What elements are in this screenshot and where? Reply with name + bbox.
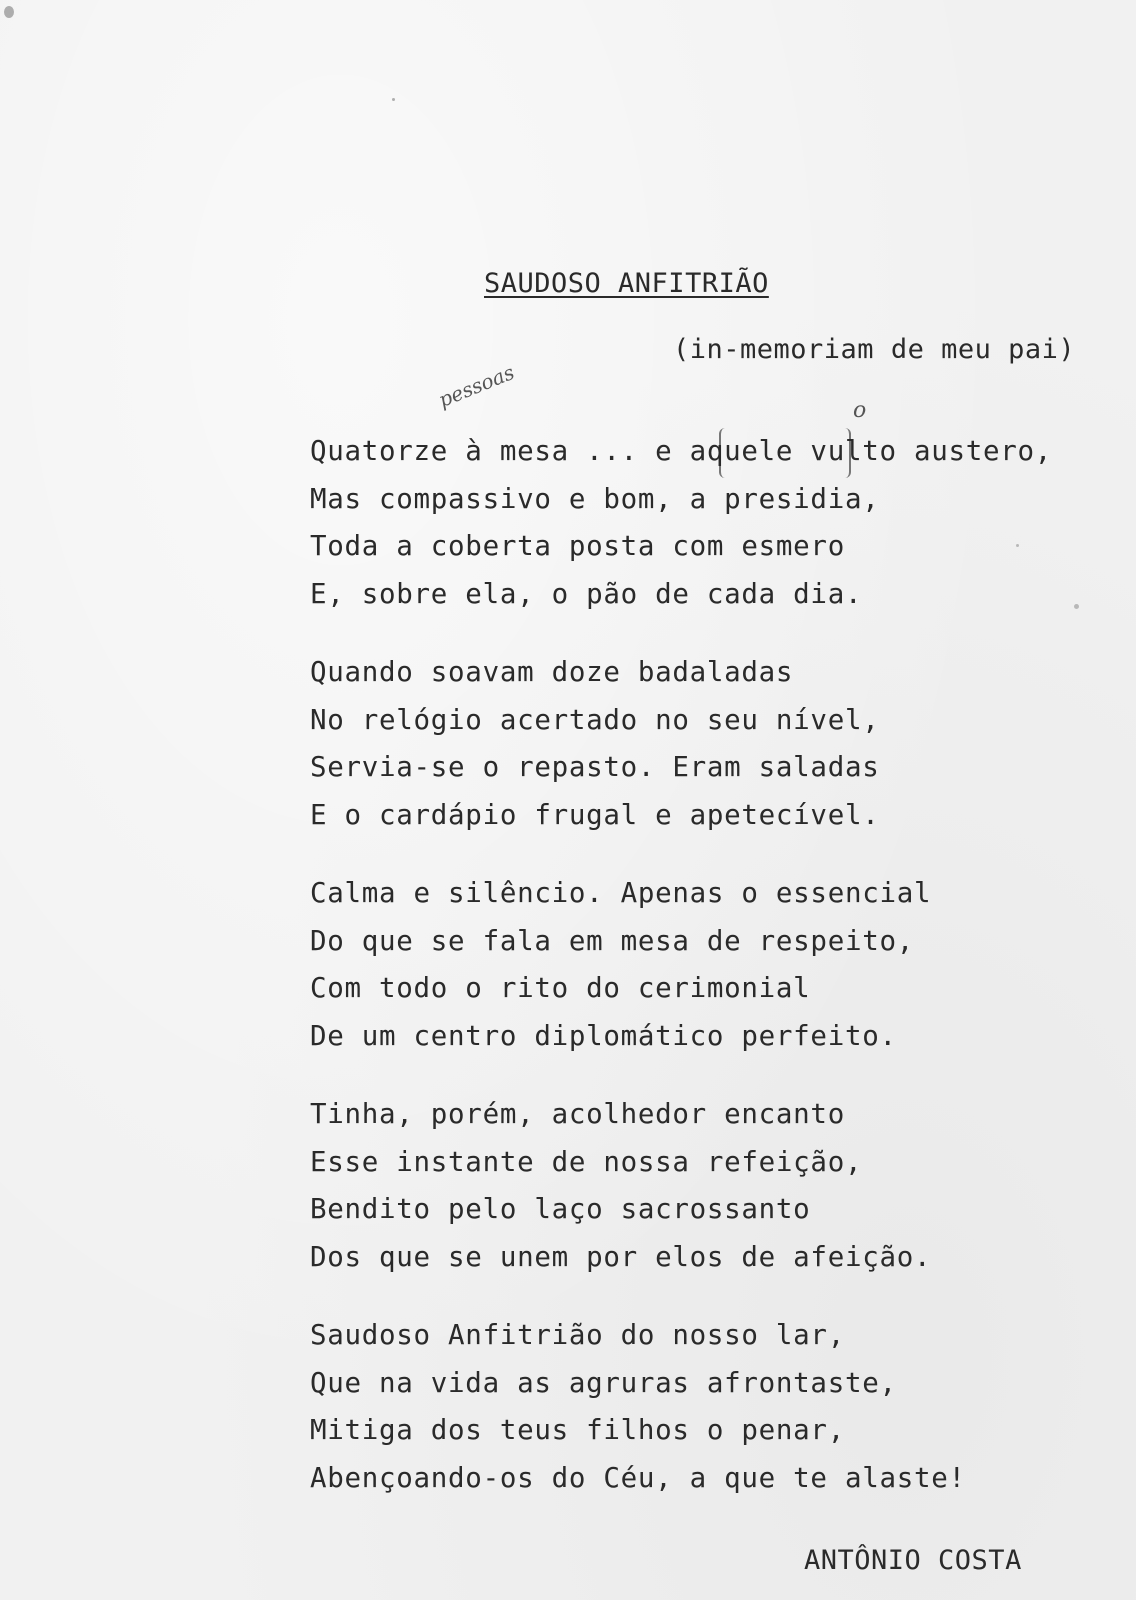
poem-body xyxy=(310,428,1052,1533)
verse-line: Quando soavam doze badaladas xyxy=(310,656,794,688)
verse-line: Quatorze à mesa ... e aquele vulto austero, xyxy=(310,435,1053,467)
verse-line: Mitiga dos teus filhos o penar, xyxy=(310,1414,845,1446)
verse-line: Calma e silêncio. Apenas o essencial xyxy=(310,877,932,909)
verse-line: Servia-se o repasto. Eram saladas xyxy=(310,751,880,783)
verse-line: Saudoso Anfitrião do nosso lar, xyxy=(310,1319,845,1351)
handwritten-correction-mark: o xyxy=(853,398,867,423)
verse-line: Com todo o rito do cerimonial xyxy=(310,972,811,1004)
ink-speck xyxy=(392,98,395,101)
ink-speck xyxy=(4,6,14,18)
stanza xyxy=(310,1312,1052,1502)
verse-line: Toda a coberta posta com esmero xyxy=(310,530,845,562)
stanza xyxy=(310,870,1052,1060)
verse-line: Dos que se unem por elos de afeição. xyxy=(310,1240,932,1273)
verse-line: No relógio acertado no seu nível, xyxy=(310,703,880,736)
verse-line: Mas compassivo e bom, a presidia, xyxy=(310,482,880,515)
poem-title: SAUDOSO ANFITRIÃO xyxy=(484,268,769,299)
author-signature: ANTÔNIO COSTA xyxy=(804,1545,1022,1576)
verse-line: E o cardápio frugal e apetecível. xyxy=(310,798,880,831)
verse-line: Esse instante de nossa refeição, xyxy=(310,1145,863,1178)
verse-line: De um centro diplomático perfeito. xyxy=(310,1019,897,1052)
handwritten-correction: pessoas xyxy=(435,360,518,412)
stanza xyxy=(310,428,1052,618)
verse-line: Do que se fala em mesa de respeito, xyxy=(310,924,914,957)
stanza xyxy=(310,1091,1052,1281)
ink-speck xyxy=(1074,604,1079,609)
verse-line: Que na vida as agruras afrontaste, xyxy=(310,1366,897,1399)
verse-line: Bendito pelo laço sacrossanto xyxy=(310,1193,811,1225)
verse-line: Abençoando-os do Céu, a que te alaste! xyxy=(310,1461,966,1494)
verse-line: Tinha, porém, acolhedor encanto xyxy=(310,1098,845,1130)
verse-line: E, sobre ela, o pão de cada dia. xyxy=(310,577,863,610)
stanza xyxy=(310,649,1052,839)
poem-dedication: (in-memoriam de meu pai) xyxy=(673,334,1076,365)
